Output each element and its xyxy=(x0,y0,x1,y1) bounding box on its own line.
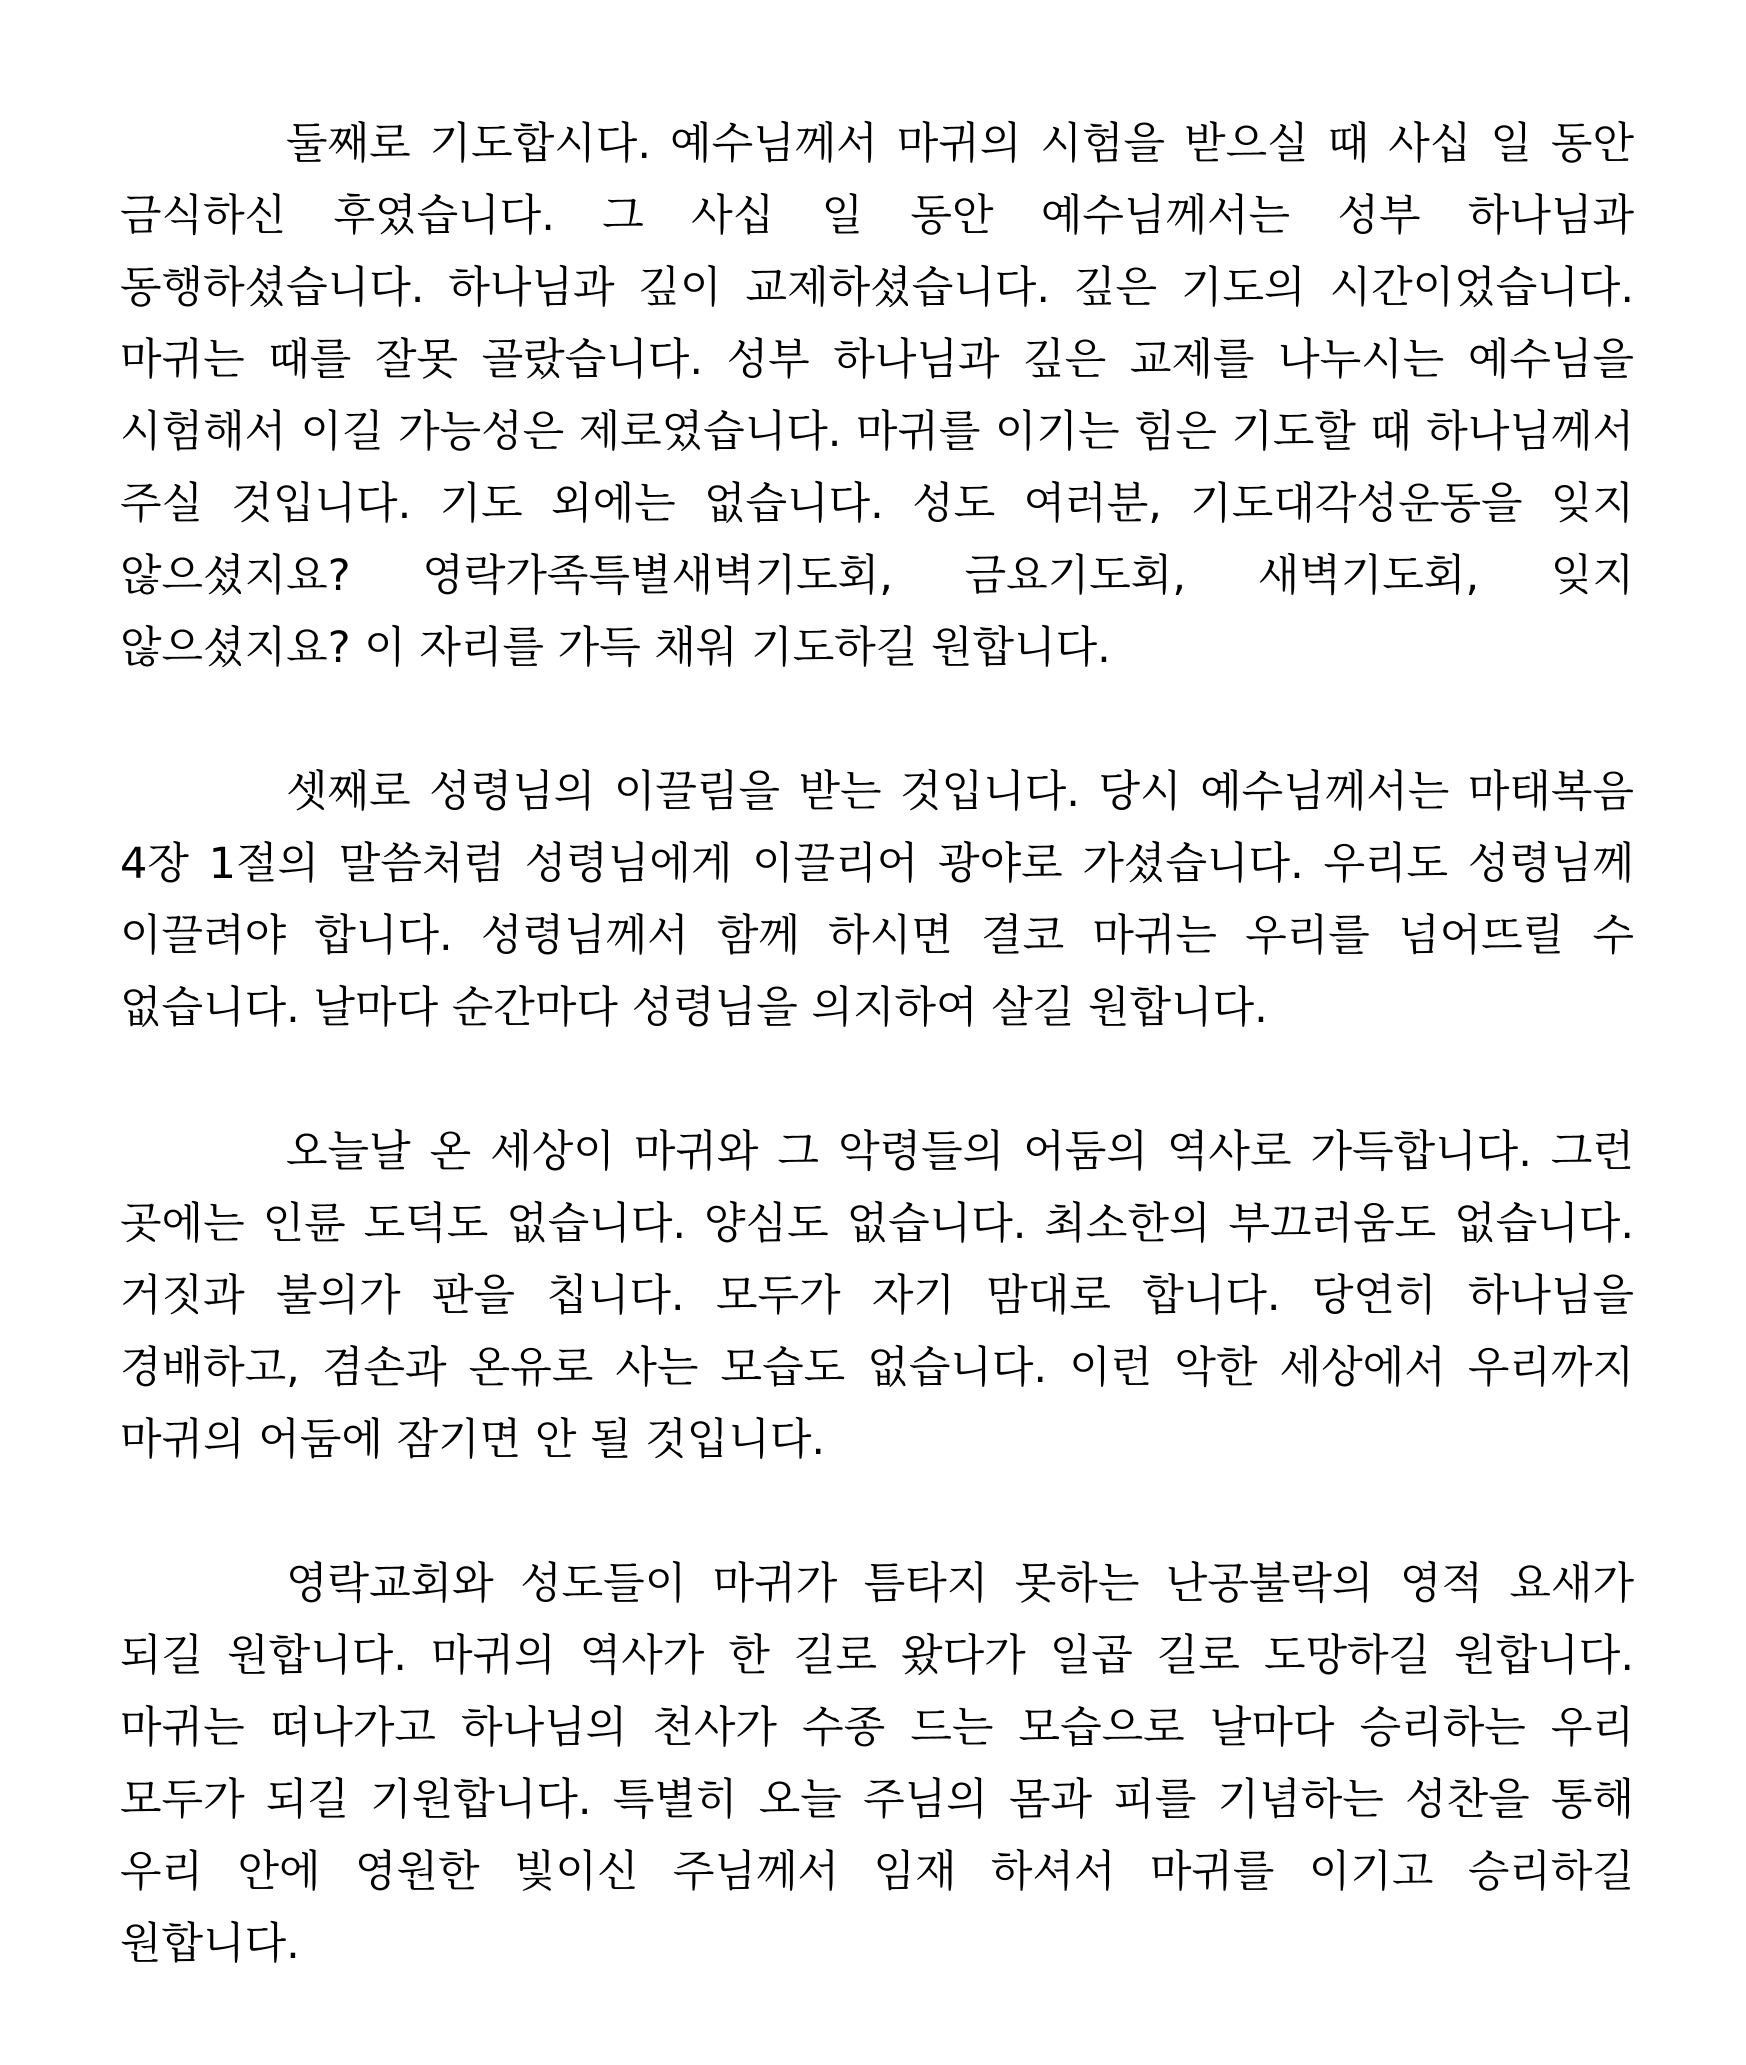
paragraph-holy-spirit: 셋째로 성령님의 이끌림을 받는 것입니다. 당시 예수님께서는 마태복음 4장 1절의 말씀처럼 성령님에게 이끌리어 광야로 가셨습니다. 우리도 성령님께 이끌려야 합니다. 성령님께서 함께 하시면 결코 마귀는 우리를 넘어뜨릴 수 없습니다. 날마다 순간마다 성령님을 의지하여 살길 원합니다. xyxy=(120,767,1634,1033)
paragraph-spiritual-fortress: 영락교회와 성도들이 마귀가 틈타지 못하는 난공불락의 영적 요새가 되길 원합니다. 마귀의 역사가 한 길로 왔다가 일곱 길로 도망하길 원합니다. 마귀는 떠나가고 하나님의 천사가 수종 드는 모습으로 날마다 승리하는 우리 모두가 되길 기원합니다. 특별히 오늘 주님의 몸과 피를 기념하는 성찬을 통해 우리 안에 영원한 빛이신 주님께서 임재 하셔서 마귀를 이기고 승리하길 원합니다. xyxy=(120,1559,1634,1969)
document-body xyxy=(120,108,1634,1980)
paragraph-world-darkness: 오늘날 온 세상이 마귀와 그 악령들의 어둠의 역사로 가득합니다. 그런 곳에는 인륜 도덕도 없습니다. 양심도 없습니다. 최소한의 부끄러움도 없습니다. 거짓과 불의가 판을 칩니다. 모두가 자기 맘대로 합니다. 당연히 하나님을 경배하고, 겸손과 온유로 사는 모습도 없습니다. 이런 악한 세상에서 우리까지 마귀의 어둠에 잠기면 안 될 것입니다. xyxy=(120,1127,1634,1465)
paragraph-prayer: 둘째로 기도합시다. 예수님께서 마귀의 시험을 받으실 때 사십 일 동안 금식하신 후였습니다. 그 사십 일 동안 예수님께서는 성부 하나님과 동행하셨습니다. 하나님과 깊이 교제하셨습니다. 깊은 기도의 시간이었습니다. 마귀는 때를 잘못 골랐습니다. 성부 하나님과 깊은 교제를 나누시는 예수님을 시험해서 이길 가능성은 제로였습니다. 마귀를 이기는 힘은 기도할 때 하나님께서 주실 것입니다. 기도 외에는 없습니다. 성도 여러분, 기도대각성운동을 잊지 않으셨지요? 영락가족특별새벽기도회, 금요기도회, 새벽기도회, 잊지 않으셨지요? 이 자리를 가득 채워 기도하길 원합니다. xyxy=(120,119,1634,673)
